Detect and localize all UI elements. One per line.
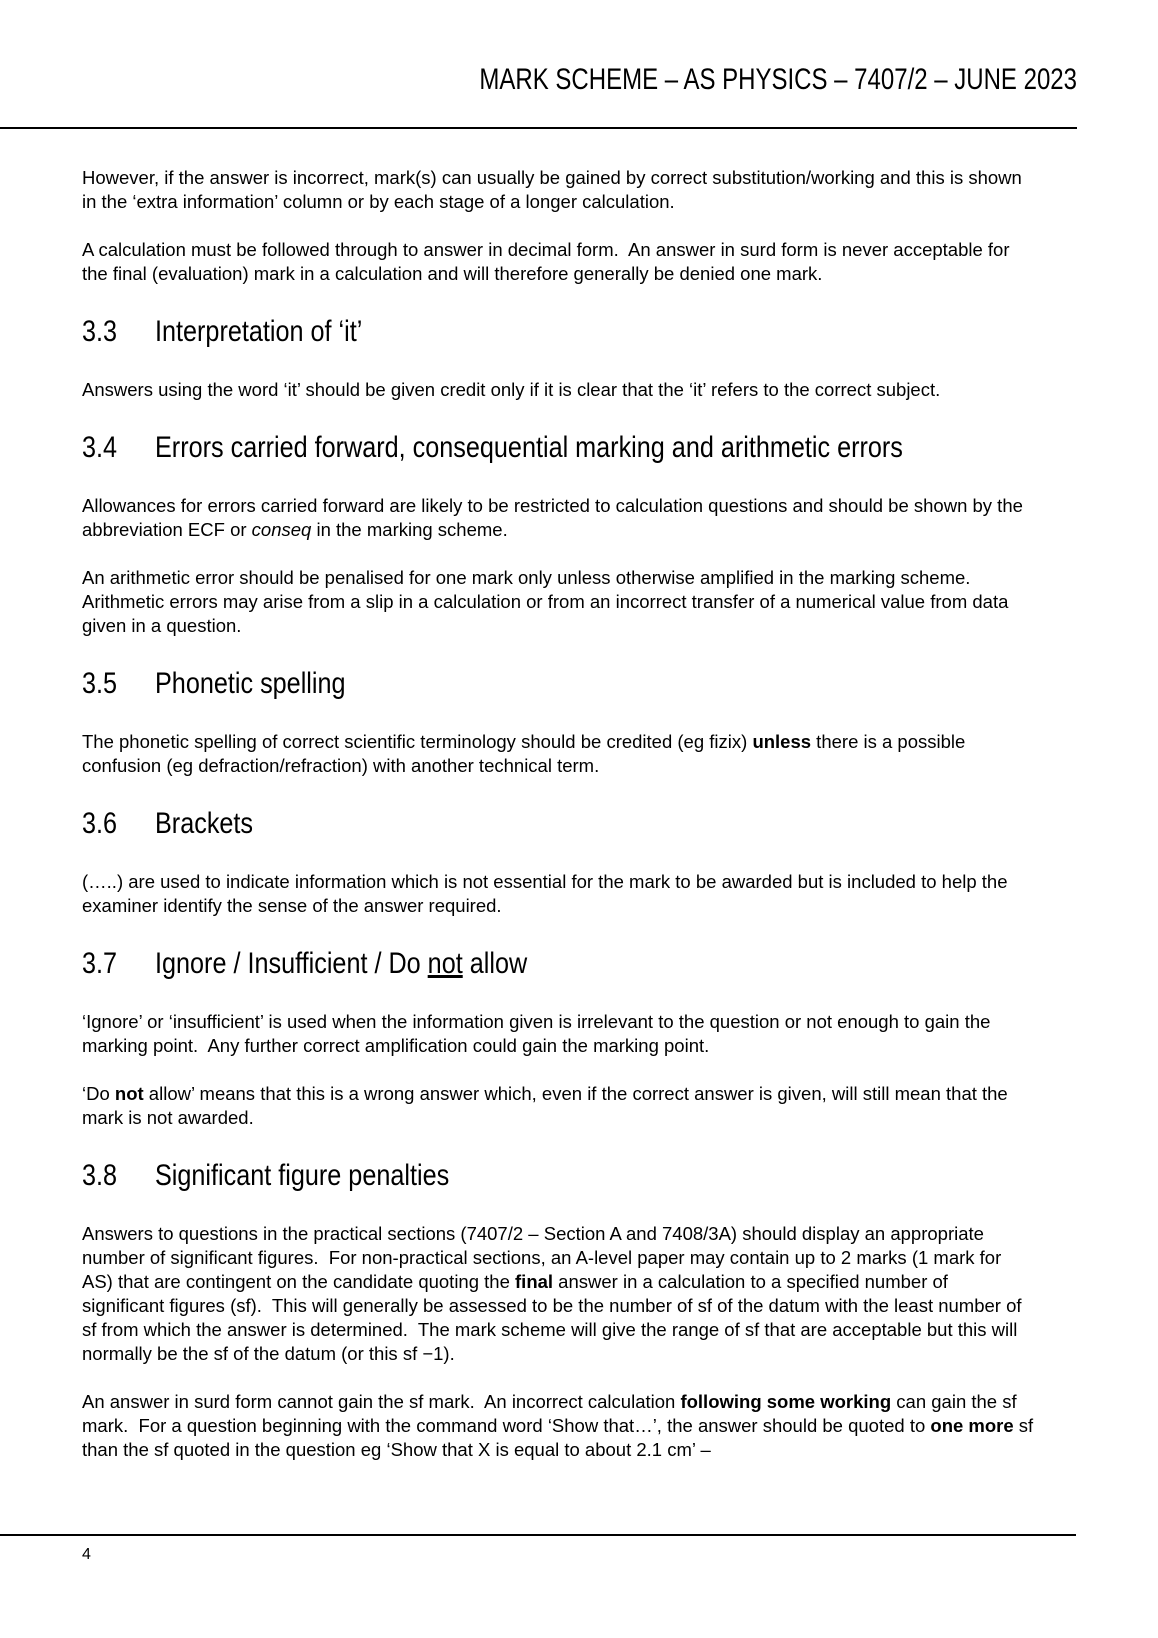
text-run: The phonetic spelling of correct scientific terminology should be credited (eg fizix) <box>82 731 753 752</box>
text-run: not <box>114 1083 144 1104</box>
text-run: Errors carried forward, consequential marking and arithmetic errors <box>155 431 903 464</box>
text-run: in the marking scheme. <box>311 519 508 540</box>
section-number-text: 3.7 <box>82 947 118 980</box>
paragraph <box>82 494 1034 542</box>
section-number-text: 3.3 <box>82 315 118 348</box>
text-run: conseq <box>251 519 312 540</box>
section-number-text: 3.8 <box>82 1159 118 1192</box>
text-run: Interpretation of ‘it’ <box>155 315 363 348</box>
section-title <box>155 804 1034 844</box>
text-run: answer in a calculation to a specified number of significant figures (sf). This will generally be assessed to be the number of sf of the datum with the least number of sf from which the answer is determined. The mark scheme will give the range of sf that are acceptable but this will normally be the sf of the datum (or this sf −1). <box>82 1271 1027 1364</box>
text-run: unless <box>752 731 812 752</box>
text-run: Phonetic spelling <box>155 667 346 700</box>
footer-rule <box>0 1534 1076 1536</box>
text-run: Allowances for errors carried forward are likely to be restricted to calculation questions and should be shown by the abbreviation ECF or <box>82 495 1029 540</box>
section-number-text: 3.6 <box>82 807 118 840</box>
paragraph <box>82 238 1034 286</box>
paragraph <box>82 566 1034 638</box>
paragraph <box>82 1390 1039 1462</box>
section-heading <box>82 664 1034 704</box>
text-run: However, if the answer is incorrect, mark(s) can usually be gained by correct substitution/working and this is shown in the ‘extra information’ column or by each stage of a longer calculation. <box>82 167 1027 212</box>
paragraph <box>82 730 1034 778</box>
section-heading <box>82 1156 1034 1196</box>
text-run: (…..) are used to indicate information which is not essential for the mark to be awarded but is included to help the examiner identify the sense of the answer required. <box>82 871 1013 916</box>
text-run: ‘Ignore’ or ‘insufficient’ is used when the information given is irrelevant to the question or not enough to gain the marking point. Any further correct amplification could gain the marking point. <box>82 1011 996 1056</box>
section-number <box>82 1156 155 1196</box>
section-title-text <box>155 312 362 352</box>
section-title-text <box>155 1156 449 1196</box>
section-number <box>82 804 155 844</box>
text-run: Answers using the word ‘it’ should be given credit only if it is clear that the ‘it’ refers to the correct subject. <box>82 379 941 400</box>
text-run: there is a possible confusion (eg defraction/refraction) with another technical term. <box>82 731 971 776</box>
text-run: can gain the sf mark. For a question beginning with the command word ‘Show that…’, the answer should be quoted to <box>82 1391 1022 1436</box>
section-title <box>155 312 1034 352</box>
section-heading <box>82 312 1034 352</box>
text-run: allow’ means that this is a wrong answer which, even if the correct answer is given, will still mean that the mark is not awarded. <box>82 1083 1013 1128</box>
section-number-text: 3.4 <box>82 431 118 464</box>
section-title-text <box>155 664 346 704</box>
document-content <box>82 0 1039 1486</box>
header-title: MARK SCHEME – AS PHYSICS – 7407/2 – JUNE 2023 <box>479 63 1077 96</box>
section-title <box>155 428 1045 468</box>
text-run: Answers to questions in the practical sections (7407/2 – Section A and 7408/3A) should display an appropriate number of significant figures. For non-practical sections, an A-level paper may contain up to 2 marks (1 mark for AS) that are contingent on the candidate quoting the <box>82 1223 1006 1292</box>
page-number: 4 <box>82 1546 91 1563</box>
section-number-text: 3.5 <box>82 667 118 700</box>
section-title-text <box>155 944 527 984</box>
section-heading <box>82 804 1034 844</box>
section-title-text <box>155 428 903 468</box>
section-title <box>155 664 1034 704</box>
text-run: ‘Do <box>82 1083 115 1104</box>
section-heading <box>82 944 1034 984</box>
section-number <box>82 312 155 352</box>
text-run: An arithmetic error should be penalised for one mark only unless otherwise amplified in the marking scheme. Arithmetic errors may arise from a slip in a calculation or from an incorrect transfer of a numerical value from data given in a question. <box>82 567 1014 636</box>
section-heading <box>82 428 1034 468</box>
paragraph <box>82 870 1034 918</box>
text-run: A calculation must be followed through to answer in decimal form. An answer in surd form is never acceptable for the final (evaluation) mark in a calculation and will therefore generally be denied one mark. <box>82 239 1015 284</box>
text-run: Significant figure penalties <box>155 1159 450 1192</box>
paragraph <box>82 1222 1034 1366</box>
paragraph <box>82 166 1034 214</box>
text-run: allow <box>462 947 528 980</box>
section-title <box>155 1156 1034 1196</box>
text-run: not <box>427 947 463 980</box>
text-run: following some working <box>680 1391 892 1412</box>
section-title-text <box>155 804 253 844</box>
paragraph <box>82 1010 1034 1058</box>
text-run: Ignore / Insufficient / Do <box>155 947 428 980</box>
text-run: one more <box>930 1415 1014 1436</box>
section-number <box>82 664 155 704</box>
text-run: sf than the sf quoted in the question eg ‘Show that X is equal to about 2.1 cm’ – <box>82 1415 1039 1460</box>
paragraph <box>82 1082 1034 1130</box>
text-run: An answer in surd form cannot gain the sf mark. An incorrect calculation <box>82 1391 681 1412</box>
section-number <box>82 944 155 984</box>
paragraph <box>82 378 1034 402</box>
text-run: final <box>515 1271 554 1292</box>
text-run: Brackets <box>155 807 254 840</box>
section-title <box>155 944 1034 984</box>
section-number <box>82 428 155 468</box>
